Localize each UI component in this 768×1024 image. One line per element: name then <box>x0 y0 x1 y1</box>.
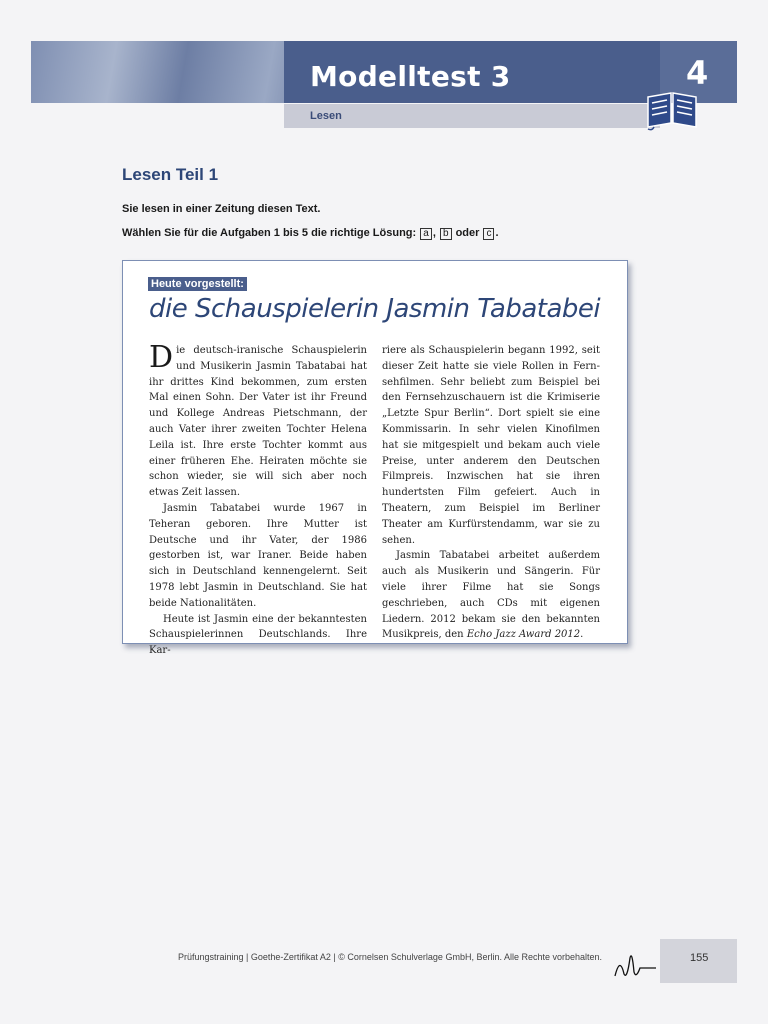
instruction-text-1: Sie lesen in einer Zeitung diesen Text. <box>122 203 321 215</box>
instruction-prefix: Wählen Sie für die Aufgaben 1 bis 5 die richtige Lösung: <box>122 227 417 239</box>
open-book-icon <box>644 89 700 136</box>
article-tag: Heute vorgestellt: <box>148 277 247 291</box>
drop-cap: D <box>149 340 174 375</box>
article-paragraph-3: Heute ist Jasmin eine der bekanntesten Schauspielerinnen Deutschlands. Ihre Kar- <box>149 613 367 657</box>
article-column-right <box>382 343 600 643</box>
subheader-label: Lesen <box>310 110 342 122</box>
option-c-box: c <box>483 228 494 240</box>
separator-comma: , <box>432 227 436 239</box>
paragraph-4-end: . <box>580 629 584 641</box>
signature-mark <box>612 946 660 987</box>
article-column-left <box>149 340 367 659</box>
separator-oder: oder <box>455 227 480 239</box>
article-paragraph-1 <box>149 340 367 501</box>
article-paragraph-2: Jasmin Tabatabei wurde 1967 in Teheran geboren. Ihre Mutter ist Deutsche und ihr Vater, der 1986 gestorben ist, war Iraner. Beide haben sich in Deutschland kennengelernt. Seit 1978 lebt Jasmin in Deutschland. Sie hat beide Nationalitäten. <box>149 502 367 609</box>
footer-text: Prüfungstraining | Goethe-Zertifikat A2 | © Cornelsen Schulverlage GmbH, Berlin. Alle Rechte vorbehalten. <box>178 952 603 962</box>
article-paragraph-4 <box>382 548 600 643</box>
page-number: 155 <box>690 952 709 964</box>
section-title: Lesen Teil 1 <box>122 165 219 184</box>
paragraph-4-text: Jasmin Tabatabei arbeitet außerdem auch als Musikerin und Sängerin. Für viele ihrer Filme hat sie Songs geschrieben, auch CDs mit eigenen Liedern. 2012 bekam sie den bekannten Musikpreis, den <box>382 550 600 641</box>
instruction-period: . <box>495 227 499 239</box>
article-title: die Schauspielerin Jasmin Tabatabei <box>149 294 601 324</box>
page-title: Modelltest 3 <box>310 60 511 93</box>
instruction-text-2 <box>122 227 499 240</box>
paragraph-1-text: ie deutsch-iranische Schauspielerin und Musikerin Jasmin Tabatabai hat ihr drittes Kind bekommen, zum ersten Mal einen Sohn. Der Vater ist ihr Freund und Kollege Andreas Pietschmann, der auch Vater ihrer zweiten Tochter Helena Leila ist. Ihre erste Tochter kommt aus einer früheren Ehe. Heiraten möchte sie schon wieder, sie will sich aber noch etwas Zeit lassen. <box>149 345 367 499</box>
award-name: Echo Jazz Award 2012 <box>466 629 581 641</box>
option-b-box: b <box>440 228 452 240</box>
chapter-number: 4 <box>686 54 709 92</box>
option-a-box: a <box>420 228 432 240</box>
article-paragraph-3-continued: riere als Schauspielerin begann 1992, seit dieser Zeit hatte sie viele Rollen in Fernsehfilmen. Sehr beliebt zum Beispiel bei den Fernsehzuschauern ist die Krimiserie „Letzte Spur Berlin“. Dort spielt sie eine Kommissarin. In sehr vielen Kinofilmen hat sie mitgespielt und bekam auch viele Preise, unter anderem den Deutschen Filmpreis. Inzwischen hat sie ihren hundertsten Film gefeiert. Auch in Theatern, zum Beispiel im Berliner Theater am Kurfürstendamm, war sie zu sehen. <box>382 345 600 546</box>
